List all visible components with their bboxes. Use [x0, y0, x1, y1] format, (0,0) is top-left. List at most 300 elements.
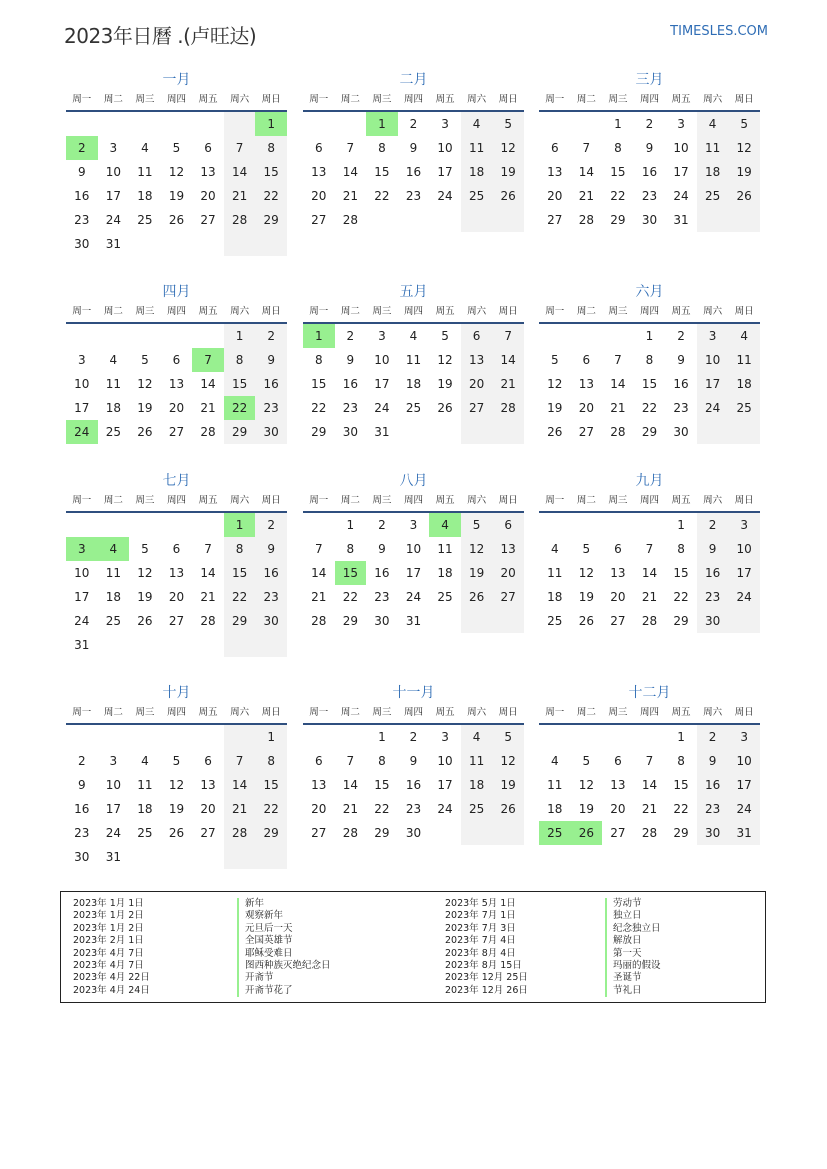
weekday-label: 周二: [576, 306, 596, 317]
day-cell: 20: [492, 561, 524, 585]
legend-holiday-name: 元旦后一天: [237, 923, 331, 935]
day-cell: 3: [409, 518, 418, 532]
site-link[interactable]: TIMESLES.COM: [670, 24, 768, 39]
day-cell: 21: [200, 590, 216, 604]
holiday-day-cell: 24: [66, 420, 98, 444]
day-cell-empty: [224, 232, 256, 256]
day-cell: 18: [105, 401, 121, 415]
day-cell: 3: [697, 324, 729, 348]
day-cell: 9: [255, 348, 287, 372]
day-cell-empty: [129, 725, 161, 749]
day-cell-empty: [129, 232, 161, 256]
day-cell-empty: [303, 112, 335, 136]
day-cell: 26: [168, 213, 185, 227]
weekday-header: [303, 703, 524, 725]
day-cell: 4: [461, 112, 493, 136]
day-cell: 23: [405, 189, 422, 203]
day-cell-empty: [429, 609, 461, 633]
day-cell: 22: [673, 590, 689, 604]
day-cell-empty: [366, 208, 398, 232]
holiday-day-cell: 4: [98, 537, 130, 561]
day-cell-empty: [429, 208, 461, 232]
day-cell: 24: [374, 401, 390, 415]
day-cell: 19: [437, 377, 453, 391]
month-name: 四月: [162, 284, 191, 300]
day-cell-empty: [571, 324, 603, 348]
day-cell: 31: [405, 614, 422, 628]
day-cell: 24: [673, 189, 689, 203]
weekday-label: 周二: [576, 707, 596, 718]
day-cell: 21: [641, 802, 658, 816]
day-cell: 20: [547, 189, 563, 203]
day-cell: 24: [405, 590, 422, 604]
month-9: [539, 471, 760, 633]
day-cell-empty: [192, 232, 224, 256]
day-cell-empty: [66, 513, 98, 537]
weekday-label: 周三: [135, 707, 155, 718]
day-cell: 7: [224, 749, 256, 773]
day-cell: 24: [105, 826, 121, 840]
weekday-label: 周三: [608, 495, 628, 506]
day-cell: 9: [697, 749, 729, 773]
day-cell-empty: [303, 725, 335, 749]
day-cell: 28: [311, 614, 327, 628]
day-cell: 5: [492, 725, 524, 749]
day-cell: 17: [374, 377, 390, 391]
day-cell: 9: [378, 542, 386, 556]
holiday-day-cell: 1: [366, 112, 398, 136]
day-cell: 14: [641, 778, 658, 792]
day-cell: 20: [610, 590, 626, 604]
day-grid: [66, 725, 287, 869]
day-cell: 22: [673, 802, 689, 816]
day-cell: 3: [728, 725, 760, 749]
weekday-label: 周一: [545, 707, 565, 718]
holiday-day-cell: 26: [571, 821, 603, 845]
day-cell: 20: [200, 802, 216, 816]
day-cell: 21: [492, 372, 524, 396]
day-cell-empty: [66, 324, 98, 348]
day-cell: 2: [378, 518, 386, 532]
day-cell: 30: [673, 425, 689, 439]
day-cell: 26: [437, 401, 453, 415]
day-cell: 5: [172, 754, 181, 768]
day-cell: 28: [342, 826, 358, 840]
day-cell: 19: [492, 160, 524, 184]
holiday-day-cell: 25: [539, 821, 571, 845]
month-3: [539, 70, 760, 232]
day-cell-empty: [303, 513, 335, 537]
day-cell: 19: [137, 401, 153, 415]
day-cell: 21: [641, 590, 658, 604]
weekday-header: [303, 302, 524, 324]
day-cell: 5: [461, 513, 493, 537]
weekday-label: 周六: [703, 94, 723, 105]
day-cell: 29: [610, 213, 626, 227]
day-cell: 22: [374, 802, 390, 816]
day-cell: 6: [461, 324, 493, 348]
weekday-label: 周日: [734, 495, 754, 506]
day-cell: 16: [374, 566, 390, 580]
legend-date: 2023年 4月 7日: [73, 947, 144, 959]
day-cell: 15: [255, 773, 287, 797]
weekday-label: 周日: [734, 707, 754, 718]
weekday-label: 周五: [671, 94, 691, 105]
day-cell: 15: [224, 372, 256, 396]
month-4: [66, 282, 287, 444]
legend-holiday-name: 圣诞节: [605, 972, 661, 984]
day-cell: 11: [728, 348, 760, 372]
day-cell: 7: [224, 136, 256, 160]
day-cell: 20: [578, 401, 594, 415]
day-cell: 8: [677, 754, 685, 768]
day-cell: 6: [204, 754, 212, 768]
day-cell-empty: [461, 821, 493, 845]
weekday-label: 周二: [103, 707, 123, 718]
day-cell: 12: [137, 566, 153, 580]
legend-date: 2023年 7月 1日: [445, 910, 516, 922]
day-cell: 30: [255, 420, 287, 444]
day-cell: 14: [342, 778, 358, 792]
month-name: 六月: [635, 284, 664, 300]
day-cell: 28: [641, 614, 658, 628]
day-cell-empty: [98, 725, 130, 749]
day-cell: 5: [582, 542, 591, 556]
day-cell: 3: [378, 329, 386, 343]
weekday-label: 周四: [639, 94, 659, 105]
day-cell: 2: [409, 730, 418, 744]
day-cell: 30: [74, 237, 90, 251]
day-cell: 14: [224, 773, 256, 797]
weekday-label: 周四: [166, 94, 186, 105]
day-cell-empty: [398, 420, 430, 444]
day-cell: 29: [342, 614, 358, 628]
day-cell: 23: [255, 396, 287, 420]
day-cell: 25: [105, 425, 121, 439]
day-cell: 12: [461, 537, 493, 561]
day-cell: 6: [172, 353, 181, 367]
day-cell: 24: [105, 213, 121, 227]
legend-date: 2023年 4月 7日: [73, 959, 144, 971]
weekday-label: 周三: [135, 306, 155, 317]
weekday-label: 周四: [166, 495, 186, 506]
day-grid: [539, 324, 760, 444]
weekday-label: 周一: [309, 306, 329, 317]
day-cell: 21: [342, 802, 358, 816]
day-cell: 22: [255, 184, 287, 208]
day-cell: 16: [641, 165, 658, 179]
day-cell: 21: [200, 401, 216, 415]
day-cell: 15: [374, 165, 390, 179]
weekday-label: 周五: [198, 306, 218, 317]
day-cell: 23: [405, 802, 422, 816]
day-grid: [539, 725, 760, 845]
month-name: 三月: [635, 72, 664, 88]
day-cell: 18: [547, 590, 563, 604]
weekday-label: 周五: [198, 94, 218, 105]
legend-date: 2023年 4月 24日: [73, 984, 150, 996]
day-cell: 27: [610, 826, 626, 840]
day-cell: 10: [374, 353, 390, 367]
day-cell: 17: [74, 590, 90, 604]
month-10: [66, 683, 287, 869]
day-cell-empty: [192, 112, 224, 136]
weekday-label: 周一: [545, 306, 565, 317]
day-cell: 29: [641, 425, 658, 439]
weekday-label: 周四: [403, 306, 423, 317]
day-cell: 9: [645, 141, 654, 155]
day-cell-empty: [602, 324, 634, 348]
day-cell: 14: [610, 377, 626, 391]
day-cell: 9: [77, 165, 86, 179]
day-cell: 11: [461, 136, 493, 160]
month-name: 五月: [399, 284, 428, 300]
day-cell: 31: [105, 850, 121, 864]
weekday-label: 周四: [639, 495, 659, 506]
day-cell: 22: [311, 401, 327, 415]
day-cell: 20: [168, 401, 185, 415]
day-cell: 12: [168, 165, 185, 179]
holiday-day-cell: 1: [255, 112, 287, 136]
day-cell: 7: [314, 542, 323, 556]
day-cell: 7: [492, 324, 524, 348]
day-cell: 4: [141, 754, 149, 768]
day-cell: 15: [673, 566, 689, 580]
day-cell: 17: [728, 773, 760, 797]
day-cell: 5: [728, 112, 760, 136]
weekday-label: 周四: [639, 306, 659, 317]
day-cell: 14: [200, 377, 216, 391]
day-cell: 24: [437, 802, 453, 816]
weekday-label: 周五: [435, 94, 455, 105]
day-cell: 22: [374, 189, 390, 203]
day-cell: 16: [673, 377, 689, 391]
weekday-label: 周日: [261, 707, 281, 718]
day-cell: 13: [168, 566, 185, 580]
day-cell: 28: [200, 614, 216, 628]
day-cell: 9: [409, 141, 418, 155]
day-cell-empty: [98, 324, 130, 348]
day-cell: 12: [437, 353, 453, 367]
day-cell: 31: [105, 237, 121, 251]
day-cell: 26: [547, 425, 563, 439]
day-cell: 6: [550, 141, 559, 155]
day-cell-empty: [192, 324, 224, 348]
legend-holiday-name: 劳动节: [605, 898, 661, 910]
day-cell: 11: [105, 377, 121, 391]
day-cell-empty: [539, 725, 571, 749]
day-cell: 3: [109, 754, 118, 768]
day-cell: 13: [311, 165, 327, 179]
day-cell: 2: [645, 117, 654, 131]
weekday-label: 周六: [703, 306, 723, 317]
day-cell: 18: [137, 189, 153, 203]
day-cell-empty: [728, 208, 760, 232]
day-cell: 25: [105, 614, 121, 628]
day-cell: 14: [200, 566, 216, 580]
day-cell-empty: [224, 845, 256, 869]
day-cell: 10: [697, 348, 729, 372]
day-cell-empty: [335, 112, 367, 136]
day-cell-empty: [255, 633, 287, 657]
legend-date: 2023年 8月 15日: [445, 959, 522, 971]
day-cell: 4: [409, 329, 418, 343]
day-cell-empty: [129, 845, 161, 869]
day-cell-empty: [161, 513, 193, 537]
legend-date: 2023年 1月 2日: [73, 922, 144, 934]
day-cell: 23: [255, 585, 287, 609]
day-cell: 10: [105, 165, 121, 179]
holiday-day-cell: 1: [303, 324, 335, 348]
month-name: 十二月: [628, 685, 671, 701]
day-cell-empty: [728, 420, 760, 444]
day-cell: 8: [224, 348, 256, 372]
weekday-header: [66, 90, 287, 112]
day-cell: 22: [641, 401, 658, 415]
day-cell: 28: [641, 826, 658, 840]
day-cell-empty: [66, 725, 98, 749]
day-cell-empty: [129, 513, 161, 537]
day-cell: 26: [461, 585, 493, 609]
day-cell: 8: [346, 542, 355, 556]
day-cell: 16: [74, 189, 90, 203]
day-cell-empty: [728, 609, 760, 633]
weekday-label: 周四: [403, 707, 423, 718]
day-cell: 19: [168, 802, 185, 816]
day-cell: 29: [255, 821, 287, 845]
legend-date: 2023年 5月 1日: [445, 898, 516, 909]
day-cell: 20: [200, 189, 216, 203]
month-12: [539, 683, 760, 845]
month-2: [303, 70, 524, 232]
day-cell: 17: [437, 165, 453, 179]
holiday-day-cell: 22: [224, 396, 256, 420]
day-cell-empty: [492, 821, 524, 845]
legend-holiday-name: 解放日: [605, 935, 661, 947]
day-cell: 1: [255, 725, 287, 749]
weekday-label: 周四: [166, 306, 186, 317]
day-cell: 28: [224, 208, 256, 232]
day-cell-empty: [571, 725, 603, 749]
day-cell-empty: [161, 112, 193, 136]
legend-date: 2023年 12月 26日: [445, 984, 528, 996]
day-cell: 9: [677, 353, 685, 367]
day-cell-empty: [224, 725, 256, 749]
holiday-day-cell: 1: [224, 513, 256, 537]
weekday-label: 周六: [230, 495, 250, 506]
weekday-label: 周一: [72, 495, 92, 506]
day-cell: 8: [677, 542, 685, 556]
weekday-label: 周五: [671, 495, 691, 506]
day-cell: 1: [677, 730, 685, 744]
day-cell: 18: [405, 377, 422, 391]
day-cell-empty: [129, 112, 161, 136]
day-cell: 10: [437, 141, 453, 155]
day-cell: 4: [550, 542, 559, 556]
day-cell: 1: [224, 324, 256, 348]
day-cell: 7: [582, 141, 591, 155]
day-cell-empty: [129, 633, 161, 657]
day-cell: 29: [673, 614, 689, 628]
day-cell: 1: [346, 518, 355, 532]
day-cell-empty: [161, 633, 193, 657]
day-cell: 23: [374, 590, 390, 604]
day-cell: 26: [492, 797, 524, 821]
weekday-label: 周五: [671, 306, 691, 317]
weekday-label: 周六: [703, 707, 723, 718]
holiday-day-cell: 4: [429, 513, 461, 537]
day-cell: 8: [255, 749, 287, 773]
legend-names-col-1: [237, 898, 331, 997]
day-cell: 13: [461, 348, 493, 372]
legend-holiday-name: 开斋节: [237, 972, 331, 984]
weekday-label: 周三: [372, 495, 392, 506]
day-cell: 19: [578, 802, 594, 816]
day-cell: 5: [550, 353, 559, 367]
day-cell: 13: [610, 566, 626, 580]
weekday-label: 周六: [467, 707, 487, 718]
day-cell: 31: [74, 638, 90, 652]
weekday-label: 周三: [608, 707, 628, 718]
weekday-header: [66, 491, 287, 513]
day-cell-empty: [161, 324, 193, 348]
legend-date: 2023年 12月 25日: [445, 972, 528, 984]
day-cell: 30: [255, 609, 287, 633]
legend-dates-col-1: [73, 898, 150, 997]
day-cell: 11: [137, 778, 153, 792]
weekday-label: 周四: [403, 495, 423, 506]
month-name: 一月: [162, 72, 191, 88]
day-cell-empty: [634, 513, 666, 537]
day-cell-empty: [161, 232, 193, 256]
day-cell: 27: [200, 826, 216, 840]
day-cell: 30: [641, 213, 658, 227]
legend-holiday-name: 观察新年: [237, 910, 331, 922]
day-cell-empty: [539, 513, 571, 537]
day-cell: 28: [578, 213, 594, 227]
day-grid: [66, 324, 287, 444]
day-cell: 31: [728, 821, 760, 845]
weekday-label: 周五: [435, 707, 455, 718]
day-cell: 21: [610, 401, 626, 415]
day-cell-empty: [571, 513, 603, 537]
day-cell: 2: [77, 754, 86, 768]
weekday-header: [539, 302, 760, 324]
day-cell: 16: [255, 372, 287, 396]
day-cell: 30: [74, 850, 90, 864]
day-cell: 1: [645, 329, 654, 343]
month-8: [303, 471, 524, 633]
day-cell: 12: [547, 377, 563, 391]
month-11: [303, 683, 524, 845]
weekday-label: 周三: [135, 495, 155, 506]
day-cell: 13: [200, 165, 216, 179]
weekday-label: 周日: [261, 495, 281, 506]
day-cell: 18: [697, 160, 729, 184]
day-cell: 12: [168, 778, 185, 792]
holiday-day-cell: 2: [66, 136, 98, 160]
day-cell: 11: [405, 353, 422, 367]
day-cell-empty: [224, 633, 256, 657]
weekday-label: 周六: [467, 306, 487, 317]
day-cell: 27: [547, 213, 563, 227]
day-cell: 27: [492, 585, 524, 609]
month-1: [66, 70, 287, 256]
day-cell: 5: [441, 329, 449, 343]
weekday-label: 周三: [608, 94, 628, 105]
day-cell: 23: [697, 797, 729, 821]
day-cell: 21: [578, 189, 594, 203]
